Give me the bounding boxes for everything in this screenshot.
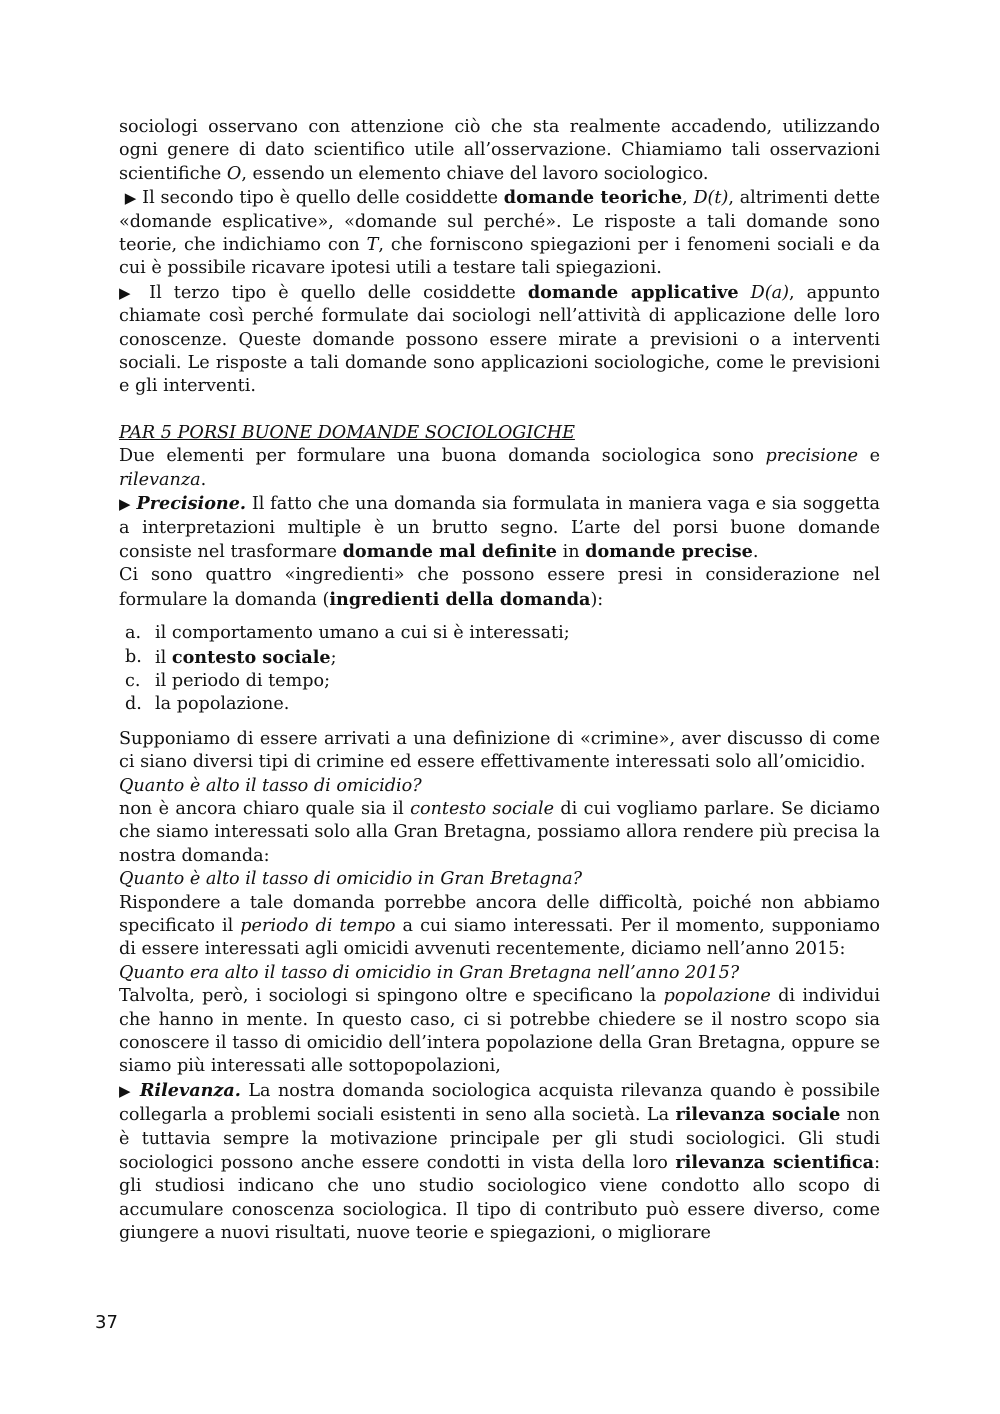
text: Il terzo tipo è quello delle cosiddette	[137, 282, 528, 303]
text: di cui vogliamo parlare. Se diciamo che siamo interessati solo alla Gran Bretagna, possiamo allora rendere più precisa la nostra domanda:	[119, 798, 880, 866]
text: in	[556, 541, 586, 562]
triangle-bullet-icon: ▶	[124, 189, 137, 208]
term-applied-questions: domande applicative	[527, 281, 739, 303]
text: Ci sono quattro «ingredienti» che possono essere presi in considerazione nel formulare la domanda (	[119, 565, 880, 610]
paragraph-relevance	[119, 1079, 880, 1246]
page-number: 37	[95, 1312, 118, 1333]
question-text: Quanto era alto il tasso di omicidio in Gran Bretagna nell’anno 2015?	[119, 962, 740, 983]
list-marker: d.	[125, 694, 142, 715]
list-text: la popolazione.	[155, 694, 290, 715]
variable-t: T	[366, 235, 379, 256]
paragraph-theoretical-questions	[119, 186, 880, 281]
paragraph-time-period	[119, 892, 880, 962]
page-body	[119, 116, 880, 1246]
term-popolazione: popolazione	[663, 986, 771, 1007]
paragraph-population	[119, 985, 880, 1079]
text: ,	[682, 188, 694, 209]
text: di individui che hanno in mente. In questo caso, ci si potrebbe chiedere se il nostro scopo sia conoscere il tasso di omicidio dell’intera popolazione della Gran Bretagna, oppure se siamo più interessati alle sottopopolazioni,	[119, 986, 880, 1077]
term-social-relevance: rilevanza sociale	[675, 1104, 841, 1126]
term-question-ingredients: ingredienti della domanda	[329, 588, 591, 610]
spacer	[119, 399, 880, 422]
term-contesto-sociale: contesto sociale	[410, 798, 555, 819]
text: sociologi osservano con attenzione ciò che sta realmente accadendo, utilizzando ogni genere di dato scientifico utile all’osservazione. Chiamiamo tali osservazioni scientifiche	[119, 117, 880, 184]
term-precise-questions: domande precise	[585, 540, 753, 562]
term-social-context: contesto sociale	[171, 646, 331, 668]
text: .	[200, 469, 207, 490]
term-ill-defined-questions: domande mal definite	[342, 540, 557, 562]
text: , essendo un elemento chiave del lavoro sociologico.	[241, 163, 709, 184]
example-question-1	[119, 775, 880, 798]
paragraph-two-elements	[119, 445, 880, 492]
list-text: il periodo di tempo;	[155, 670, 331, 691]
list-item	[125, 693, 880, 716]
list-marker: c.	[125, 670, 141, 691]
text: , che forniscono spiegazioni per i fenomeni sociali e da cui è possibile ricavare ipotesi utili a testare tali spiegazioni.	[119, 235, 880, 279]
text: a cui siamo interessati. Per il momento, supponiamo di essere interessati agli omicidi avvenuti recentemente, diciamo nell’anno 2015:	[119, 916, 881, 960]
paragraph-crime-definition: Supponiamo di essere arrivati a una definizione di «crimine», aver discusso di come ci siano diversi tipi di crimine ed essere effettivamente interessati solo all’omicidio.	[119, 728, 880, 773]
term-rilevanza: Rilevanza.	[139, 1079, 241, 1101]
triangle-bullet-icon: ▶	[119, 1081, 133, 1100]
variable-dt: D(t)	[693, 188, 729, 209]
text: Il fatto che una domanda sia formulata in maniera vaga e sia soggetta a interpretazioni multiple è un brutto segno. L’arte del porsi buone domande consiste nel trasformare	[119, 494, 881, 562]
list-marker: b.	[125, 646, 142, 667]
text: La nostra domanda sociologica acquista rilevanza quando è possibile collegarla a problemi sociali esistenti in seno alla società. La	[119, 1080, 881, 1126]
term-relevance: rilevanza	[119, 469, 201, 490]
term-scientific-relevance: rilevanza scientifica	[675, 1152, 875, 1174]
list-item	[125, 646, 880, 670]
triangle-bullet-icon: ▶	[119, 283, 138, 302]
paragraph-social-context	[119, 798, 880, 868]
text: non è tuttavia sempre la motivazione principale per gli studi sociologici. Gli studi sociologici possono anche essere condotti in vista della loro	[119, 1105, 880, 1174]
variable-da: D(a)	[738, 282, 789, 303]
list-marker: a.	[125, 623, 142, 644]
text: non è ancora chiaro quale sia il	[119, 798, 411, 819]
term-periodo-di-tempo: periodo di tempo	[240, 916, 396, 936]
list-text: il comportamento umano a cui si è interessati;	[155, 623, 570, 644]
example-question-2	[119, 868, 880, 891]
paragraph-observations	[119, 116, 880, 186]
term-theoretical-questions: domande teoriche	[503, 187, 683, 209]
list-item	[125, 622, 880, 645]
text: e	[858, 446, 880, 467]
question-text: Quanto è alto il tasso di omicidio in Gran Bretagna?	[119, 869, 583, 890]
section-heading: PAR 5 PORSI BUONE DOMANDE SOCIOLOGICHE	[119, 422, 575, 443]
paragraph-applied-questions	[119, 281, 880, 399]
text: : gli studiosi indicano che uno studio sociologico viene condotto allo scopo di accumulare conoscenza sociologica. Il tipo di contributo può essere diverso, come giungere a nuovi risultati, nuove teorie e spiegazioni, o migliorare	[119, 1153, 880, 1244]
example-question-3	[119, 962, 880, 985]
text: ):	[590, 589, 604, 610]
text: Due elementi per formulare una buona domanda sociologica sono	[119, 446, 766, 467]
list-text: il	[155, 647, 172, 668]
paragraph-ingredients	[119, 564, 880, 612]
list-text: ;	[330, 647, 337, 668]
text: , altrimenti dette «domande esplicative», «domande sul perché». Le risposte a tali domande sono teorie, che indichiamo con	[119, 188, 881, 256]
text: Talvolta, però, i sociologi si spingono oltre e specificano la	[119, 986, 664, 1007]
paragraph-precision	[119, 492, 880, 564]
triangle-bullet-icon: ▶	[119, 495, 131, 514]
text: , appunto chiamate così perché formulate dai sociologi nell’attività di applicazione delle loro conoscenze. Queste domande possono essere mirate a previsioni o a interventi sociali. Le risposte a tali domande sono applicazioni sociologiche, come le previsioni e gli interventi.	[119, 282, 880, 397]
term-precisione: Precisione.	[136, 493, 247, 515]
question-text: Quanto è alto il tasso di omicidio?	[119, 775, 422, 796]
variable-o: O	[226, 163, 242, 184]
term-precision: precisione	[765, 446, 859, 467]
text: .	[752, 541, 759, 562]
list-item	[125, 670, 880, 693]
text: Rispondere a tale domanda porrebbe ancora delle difficoltà, poiché non abbiamo specificato il	[119, 892, 880, 936]
text: Il secondo tipo è quello delle cosiddette	[136, 188, 504, 209]
ingredients-list	[119, 622, 880, 717]
